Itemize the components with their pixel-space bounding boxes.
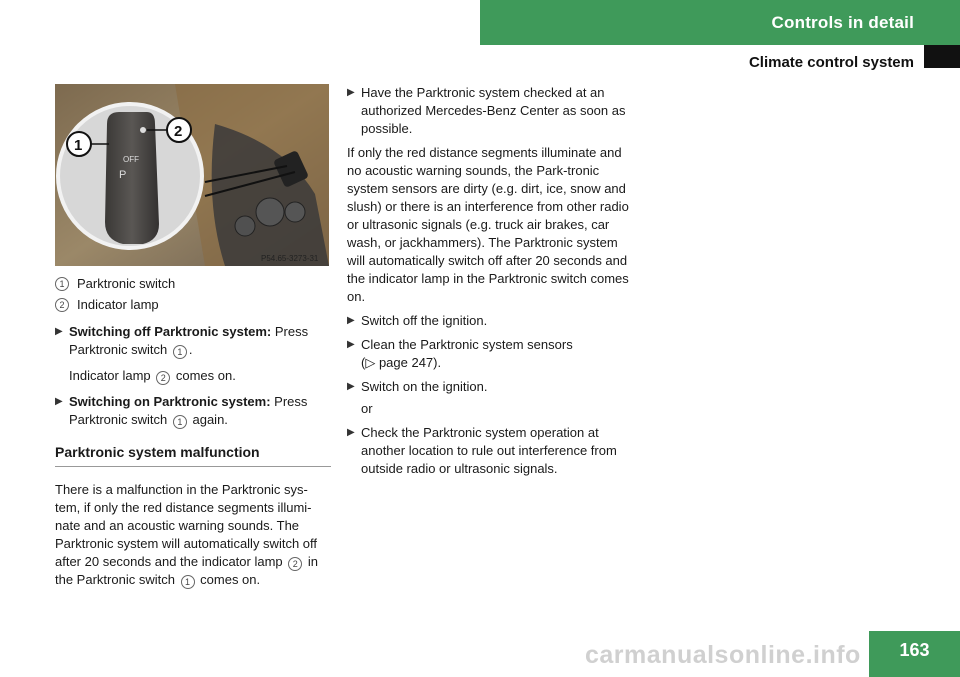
instruction-text: Clean the Parktronic system sensors	[361, 337, 573, 352]
step-note	[55, 367, 331, 385]
step-text: again.	[188, 412, 228, 427]
section-title: Controls in detail	[771, 12, 914, 32]
step-title: Switching on Parktronic system:	[69, 394, 271, 409]
right-column	[347, 84, 632, 478]
switch-p-text: P	[119, 169, 127, 181]
legend-label: Parktronic switch	[77, 275, 176, 291]
instruction-text: Have the Parktronic system checked at an authorized Mercedes-Benz Center as soon as possible.	[361, 85, 626, 136]
header-marker	[924, 45, 960, 68]
left-column	[55, 273, 331, 589]
ref-number: 2	[156, 371, 170, 385]
bullet-arrow-icon: ▶	[347, 315, 355, 326]
malfunction-paragraph	[55, 481, 331, 589]
page-number: 163	[869, 631, 960, 677]
paragraph-text: comes on.	[196, 572, 261, 587]
page-reference: (▷ page 247).	[361, 355, 442, 370]
bullet-arrow-icon: ▶	[347, 381, 355, 392]
ref-number: 2	[288, 557, 302, 571]
info-paragraph: If only the red distance segments illuminate and no acoustic warning sounds, the Park-tronic system sensors are dirty (e.g. dirt, ice, snow and slush) or there is an interference from other radio or ultrasonic signals (e.g. truck air brakes, car wash, or jackhammers). The Parktronic system will automatically switch off after 20 seconds and the indicator lamp in the Parktronic switch comes on.	[347, 145, 629, 304]
parktronic-illustration	[55, 84, 329, 266]
section-heading: Parktronic system malfunction	[55, 443, 331, 467]
section-header	[480, 0, 960, 45]
callout-1: 1	[74, 137, 83, 154]
switch-off-text: OFF	[123, 155, 139, 164]
instruction-item	[347, 378, 632, 396]
note-text: comes on.	[172, 368, 236, 383]
step-switch-off	[55, 323, 331, 359]
instruction-item	[347, 312, 632, 330]
paragraph-text: in the Parktronic switch	[55, 554, 318, 587]
step-text: Press Parktronic switch	[69, 324, 309, 357]
ref-number: 1	[173, 345, 187, 359]
subsection-title: Climate control system	[748, 54, 914, 71]
watermark: carmanualsonline.info	[585, 641, 861, 669]
instruction-text: Check the Parktronic system operation at another location to rule out interference from outside radio or ultrasonic signals.	[361, 425, 617, 476]
instruction-item	[347, 424, 632, 478]
ref-number: 1	[173, 415, 187, 429]
note-text: Indicator lamp	[69, 368, 155, 383]
bullet-arrow-icon: ▶	[347, 87, 355, 98]
figure-code: P54.65-3273-31	[261, 254, 319, 263]
legend-item	[55, 294, 331, 315]
instruction-item	[347, 336, 632, 372]
callout-2: 2	[174, 123, 183, 140]
instruction-text: Switch on the ignition.	[361, 379, 488, 394]
step-switch-on	[55, 393, 331, 429]
bullet-arrow-icon: ▶	[55, 326, 63, 337]
ref-number: 1	[181, 575, 195, 589]
legend-number: 1	[55, 277, 69, 291]
instruction-item	[347, 84, 632, 138]
instruction-text: Switch off the ignition.	[361, 313, 488, 328]
step-text: Press Parktronic switch	[69, 394, 308, 427]
step-text: .	[188, 342, 193, 357]
legend-label: Indicator lamp	[77, 296, 159, 312]
bullet-arrow-icon: ▶	[347, 339, 355, 350]
step-title: Switching off Parktronic system:	[69, 324, 272, 339]
bullet-arrow-icon: ▶	[347, 427, 355, 438]
bullet-arrow-icon: ▶	[55, 396, 63, 407]
legend-number: 2	[55, 298, 69, 312]
legend-item	[55, 273, 331, 294]
or-text: or	[361, 401, 373, 416]
parktronic-figure	[55, 84, 329, 266]
paragraph-text: There is a malfunction in the Parktronic sys-tem, if only the red distance segments illumi-nate and an acoustic warning sounds. The Parktronic system will automatically switch off after 20 seconds and the indicator lamp	[55, 482, 318, 569]
